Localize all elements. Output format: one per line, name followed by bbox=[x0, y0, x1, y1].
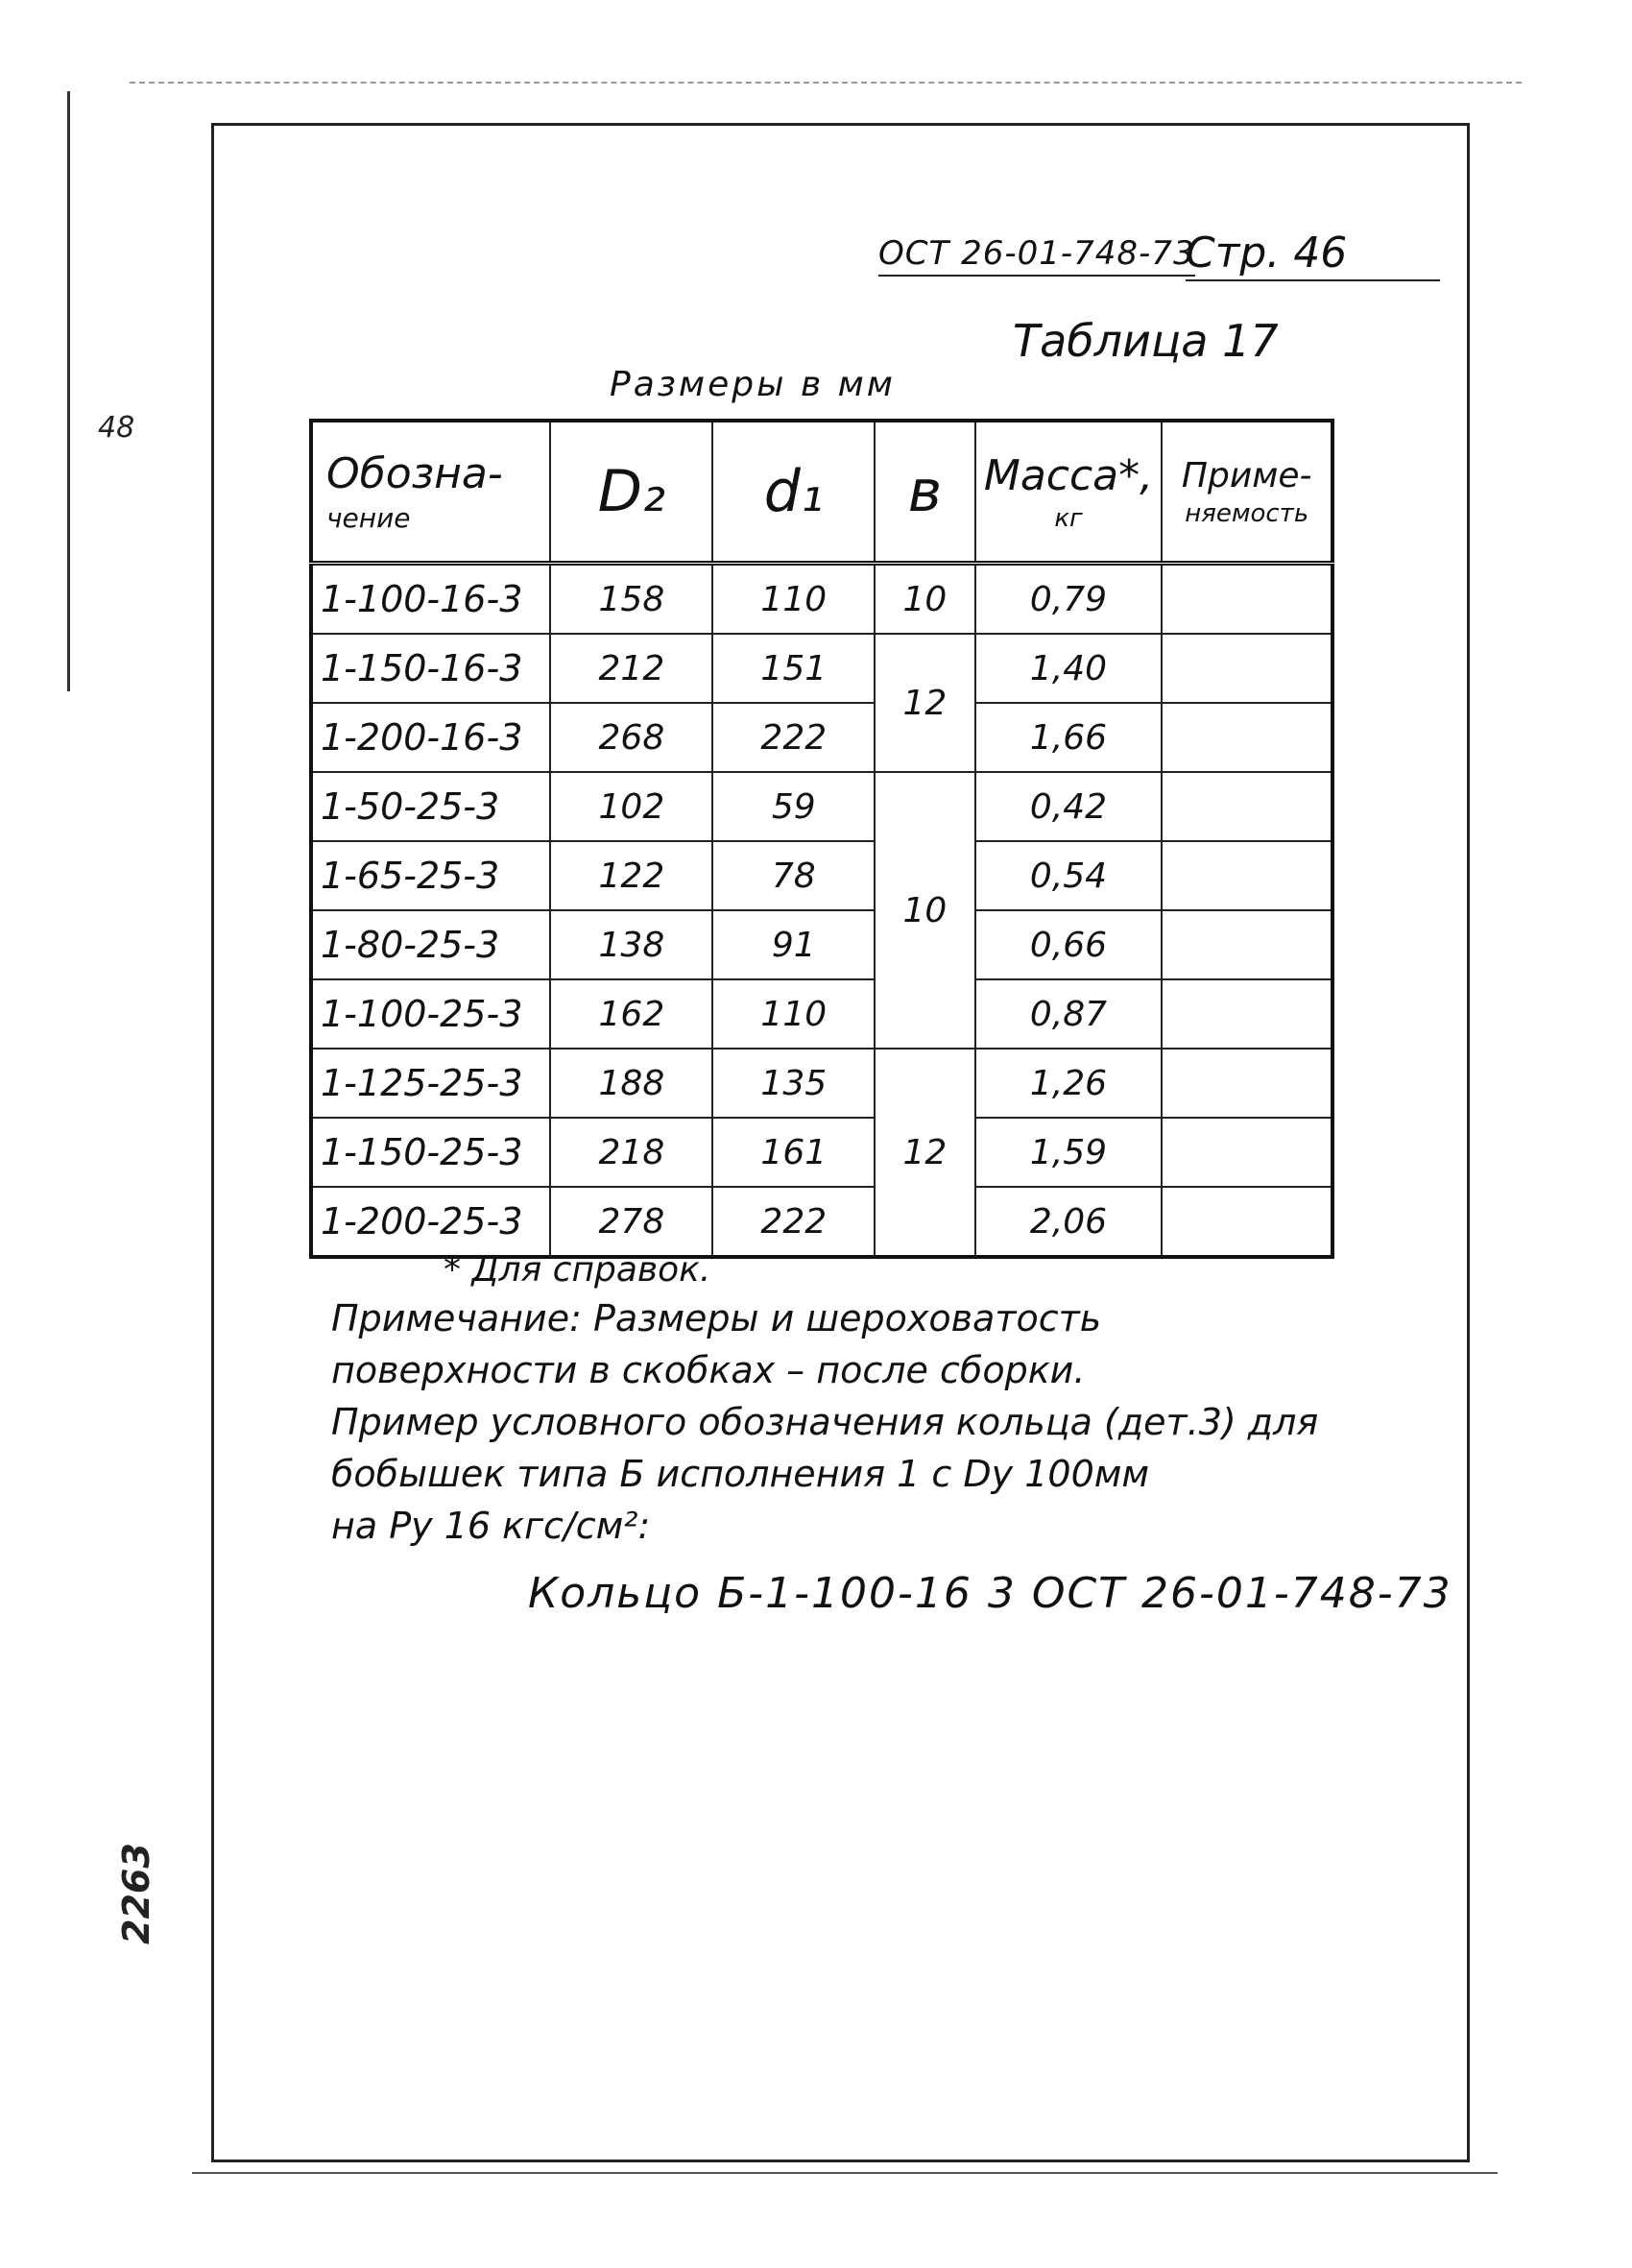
cell-b: 10 bbox=[875, 772, 974, 1049]
table-row bbox=[311, 703, 1332, 772]
footnote: * Для справок. bbox=[444, 1250, 711, 1290]
dimensions-table bbox=[309, 419, 1334, 1259]
side-page-number: 48 bbox=[98, 411, 135, 445]
cell-applicability bbox=[1162, 910, 1332, 979]
cell-d1: 135 bbox=[712, 1049, 875, 1118]
header-d1: d₁ bbox=[712, 421, 875, 564]
cell-designation: 1-150-16-3 bbox=[311, 634, 550, 703]
cell-mass: 0,54 bbox=[975, 841, 1163, 910]
cell-d2: 102 bbox=[550, 772, 712, 841]
table-row bbox=[311, 979, 1332, 1049]
cell-d2: 268 bbox=[550, 703, 712, 772]
bottom-rule bbox=[192, 2172, 1498, 2174]
table-row bbox=[311, 910, 1332, 979]
note-block bbox=[331, 1292, 1426, 1552]
cell-designation: 1-200-16-3 bbox=[311, 703, 550, 772]
cell-designation: 1-100-16-3 bbox=[311, 564, 550, 635]
table-row bbox=[311, 772, 1332, 841]
cell-applicability bbox=[1162, 1187, 1332, 1257]
cell-designation: 1-200-25-3 bbox=[311, 1187, 550, 1257]
note-line: Пример условного обозначения кольца (дет.3) для bbox=[331, 1401, 1319, 1443]
cell-d1: 91 bbox=[712, 910, 875, 979]
cell-d1: 151 bbox=[712, 634, 875, 703]
document-code: ОСТ 26-01-748-73 bbox=[878, 234, 1195, 277]
note-line: на Pу 16 кгс/см²: bbox=[331, 1505, 651, 1547]
cell-applicability bbox=[1162, 703, 1332, 772]
cell-b: 12 bbox=[875, 1049, 974, 1257]
cell-applicability bbox=[1162, 1118, 1332, 1187]
page-number: Стр. 46 bbox=[1186, 229, 1440, 281]
header-d2: D₂ bbox=[550, 421, 712, 564]
table-row bbox=[311, 634, 1332, 703]
cell-d1: 59 bbox=[712, 772, 875, 841]
cell-mass: 1,59 bbox=[975, 1118, 1163, 1187]
cell-mass: 1,66 bbox=[975, 703, 1163, 772]
vertical-archive-number: 2263 bbox=[115, 1843, 157, 1944]
cell-d2: 158 bbox=[550, 564, 712, 635]
table-row bbox=[311, 1118, 1332, 1187]
header-designation: Обозна- чение bbox=[311, 421, 550, 564]
units-note: Размеры в мм bbox=[610, 365, 896, 404]
designation-example: Кольцо Б-1-100-16 3 ОСТ 26-01-748-73 bbox=[528, 1569, 1452, 1618]
table-header-row bbox=[311, 421, 1332, 564]
table-row bbox=[311, 1187, 1332, 1257]
cell-b: 12 bbox=[875, 634, 974, 772]
cell-mass: 0,79 bbox=[975, 564, 1163, 635]
cell-designation: 1-100-25-3 bbox=[311, 979, 550, 1049]
top-dashed-rule bbox=[130, 82, 1522, 84]
cell-d2: 138 bbox=[550, 910, 712, 979]
cell-mass: 0,87 bbox=[975, 979, 1163, 1049]
cell-d2: 162 bbox=[550, 979, 712, 1049]
header-applicability: Приме- няемость bbox=[1162, 421, 1332, 564]
header-mass: Масса*, кг bbox=[975, 421, 1163, 564]
table-row bbox=[311, 841, 1332, 910]
cell-applicability bbox=[1162, 841, 1332, 910]
table-row bbox=[311, 1049, 1332, 1118]
left-margin-rule bbox=[67, 91, 70, 691]
cell-designation: 1-150-25-3 bbox=[311, 1118, 550, 1187]
note-line: бобышек типа Б исполнения 1 с Dу 100мм bbox=[331, 1453, 1150, 1495]
cell-d1: 110 bbox=[712, 979, 875, 1049]
cell-applicability bbox=[1162, 564, 1332, 635]
cell-mass: 1,40 bbox=[975, 634, 1163, 703]
cell-applicability bbox=[1162, 1049, 1332, 1118]
cell-mass: 0,42 bbox=[975, 772, 1163, 841]
cell-d2: 188 bbox=[550, 1049, 712, 1118]
table-title: Таблица 17 bbox=[1013, 315, 1279, 367]
note-line: Примечание: Размеры и шероховатость bbox=[331, 1297, 1102, 1339]
cell-d1: 110 bbox=[712, 564, 875, 635]
cell-d2: 122 bbox=[550, 841, 712, 910]
cell-designation: 1-50-25-3 bbox=[311, 772, 550, 841]
cell-mass: 1,26 bbox=[975, 1049, 1163, 1118]
cell-d1: 161 bbox=[712, 1118, 875, 1187]
cell-b: 10 bbox=[875, 564, 974, 635]
cell-designation: 1-65-25-3 bbox=[311, 841, 550, 910]
cell-designation: 1-80-25-3 bbox=[311, 910, 550, 979]
cell-d2: 278 bbox=[550, 1187, 712, 1257]
cell-d2: 212 bbox=[550, 634, 712, 703]
header-b: в bbox=[875, 421, 974, 564]
table-row bbox=[311, 564, 1332, 635]
cell-designation: 1-125-25-3 bbox=[311, 1049, 550, 1118]
cell-mass: 0,66 bbox=[975, 910, 1163, 979]
cell-d1: 78 bbox=[712, 841, 875, 910]
cell-mass: 2,06 bbox=[975, 1187, 1163, 1257]
cell-d2: 218 bbox=[550, 1118, 712, 1187]
cell-applicability bbox=[1162, 979, 1332, 1049]
cell-d1: 222 bbox=[712, 1187, 875, 1257]
cell-applicability bbox=[1162, 634, 1332, 703]
cell-d1: 222 bbox=[712, 703, 875, 772]
note-line: поверхности в скобках – после сборки. bbox=[331, 1349, 1086, 1391]
cell-applicability bbox=[1162, 772, 1332, 841]
